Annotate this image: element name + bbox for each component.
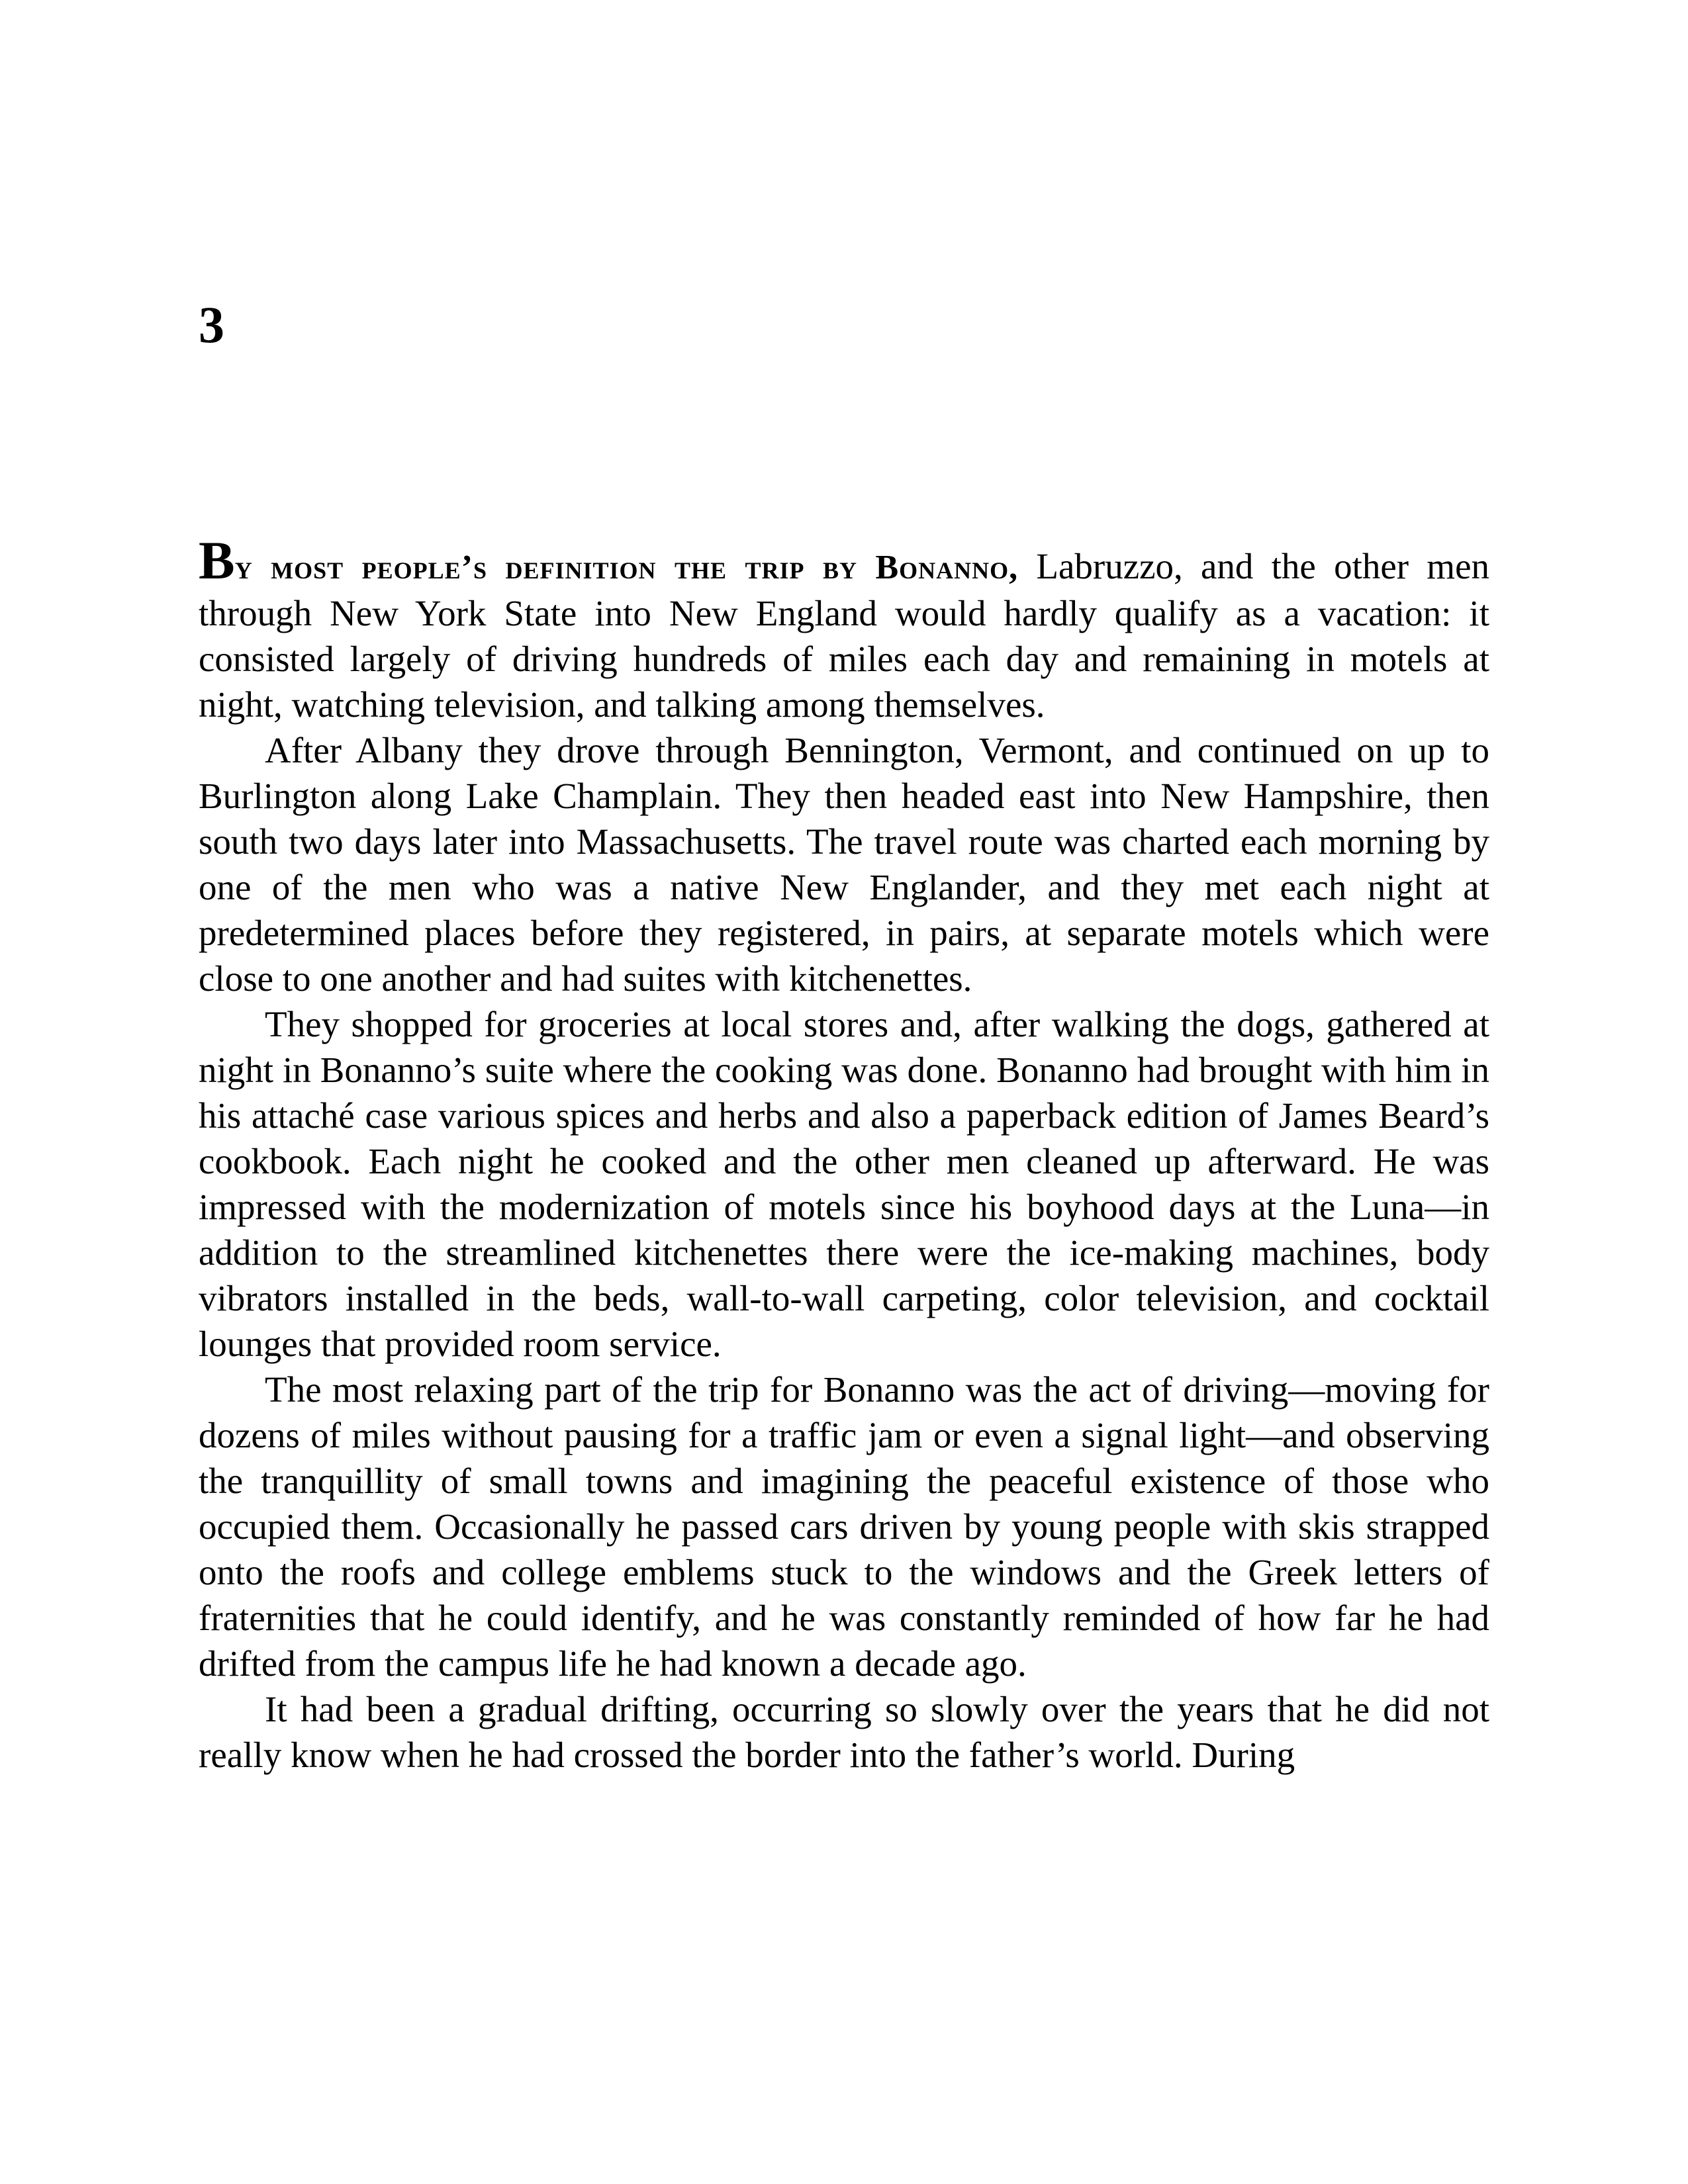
paragraph-1-text: Labruzzo, and the other men through New York State into New England would hardly qualify as a vacation: it consisted largely of driving hundreds of miles each day and remaining in motels at night, watching television, and talking among themselves. — [199, 546, 1489, 725]
chapter-body — [199, 530, 1489, 1778]
paragraph-1 — [199, 530, 1489, 727]
paragraph-5: It had been a gradual drifting, occurring so slowly over the years that he did not really know when he had crossed the border into the father’s world. During — [199, 1689, 1489, 1775]
drop-cap: B — [199, 530, 235, 590]
paragraph-2: After Albany they drove through Bennington, Vermont, and continued on up to Burlington along Lake Champlain. They then headed east into New Hampshire, then south two days later into Massachusetts. The travel route was charted each morning by one of the men who was a native New Englander, and they met each night at predetermined places before they registered, in pairs, at separate motels which were close to one another and had suites with kitchenettes. — [199, 730, 1489, 999]
chapter-number: 3 — [199, 296, 224, 353]
opening-words: y most people’s definition the trip by Bonanno, — [234, 549, 1019, 586]
paragraph-3: They shopped for groceries at local stores and, after walking the dogs, gathered at night in Bonanno’s suite where the cooking was done. Bonanno had brought with him in his attaché case various spices and herbs and also a paperback edition of James Beard’s cookbook. Each night he cooked and the other men cleaned up afterward. He was impressed with the modernization of motels since his boyhood days at the Luna—in addition to the streamlined kitchenettes there were the ice-making machines, body vibrators installed in the beds, wall-to-wall carpeting, color television, and cocktail lounges that provided room service. — [199, 1004, 1489, 1364]
paragraph-4: The most relaxing part of the trip for Bonanno was the act of driving—moving for dozens of miles without pausing for a traffic jam or even a signal light—and observing the tranquillity of small towns and imagining the peaceful existence of those who occupied them. Occasionally he passed cars driven by young people with skis strapped onto the roofs and college emblems stuck to the windows and the Greek letters of fraternities that he could identify, and he was constantly reminded of how far he had drifted from the campus life he had known a decade ago. — [199, 1369, 1489, 1684]
